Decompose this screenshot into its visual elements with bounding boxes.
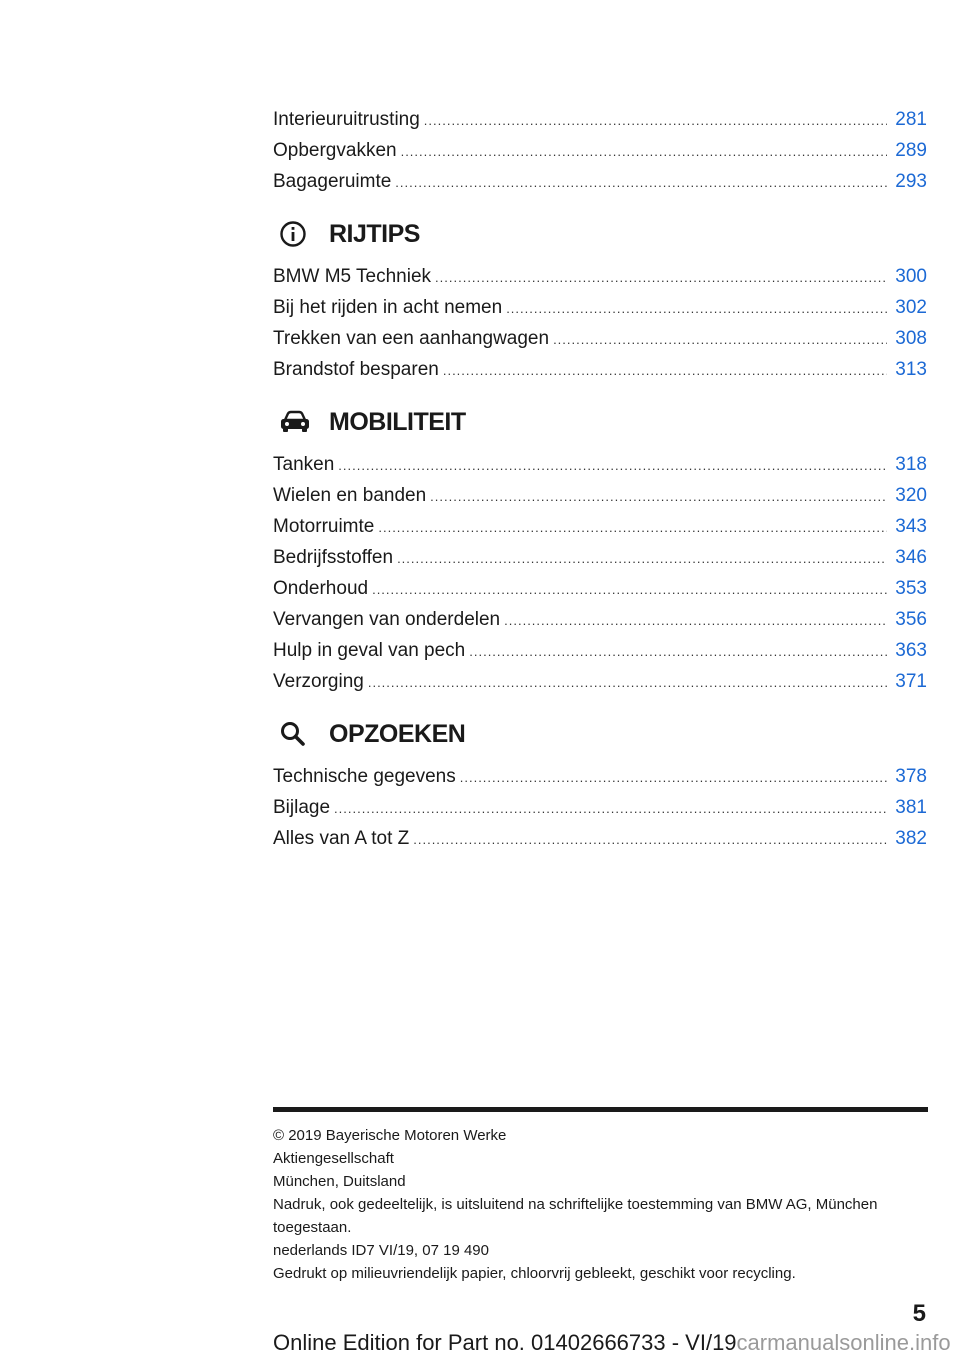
toc-leader-dots xyxy=(397,543,887,574)
toc-entry-label: Vervangen van onderdelen xyxy=(273,609,501,630)
section-title: MOBILITEIT xyxy=(329,407,466,436)
imprint-line: nederlands ID7 VI/19, 07 19 490 xyxy=(273,1242,489,1259)
toc-entry-label: Bagageruimte xyxy=(273,171,392,192)
toc-entry[interactable] xyxy=(273,573,927,604)
toc-entry[interactable] xyxy=(273,511,927,542)
toc-page-link[interactable]: 320 xyxy=(895,485,927,506)
toc-top-group xyxy=(273,104,927,197)
imprint-line: Gedrukt op milieuvriendelijk papier, chloorvrij gebleekt, geschikt voor recycling. xyxy=(273,1265,796,1282)
toc-leader-dots xyxy=(378,512,887,543)
toc-page-link[interactable]: 289 xyxy=(895,140,927,161)
toc-entry-label: Hulp in geval van pech xyxy=(273,640,466,661)
toc-page-link[interactable]: 356 xyxy=(895,609,927,630)
toc-page-link[interactable]: 381 xyxy=(895,797,927,818)
table-of-contents xyxy=(273,104,927,854)
info-icon xyxy=(273,220,319,248)
toc-page-link[interactable]: 302 xyxy=(895,297,927,318)
toc-leader-dots xyxy=(372,574,887,605)
toc-entry[interactable] xyxy=(273,449,927,480)
section-heading-mobiliteit xyxy=(273,399,927,445)
toc-leader-dots xyxy=(460,762,888,793)
imprint-line: Nadruk, ook gedeeltelijk, is uitsluitend na schriftelijke toestemming van BMW AG, München toegestaan. xyxy=(273,1196,878,1236)
toc-page-link[interactable]: 281 xyxy=(895,109,927,130)
toc-entry[interactable] xyxy=(273,635,927,666)
section-entries-rijtips xyxy=(273,261,927,385)
toc-entry-label: BMW M5 Techniek xyxy=(273,266,432,287)
toc-entry[interactable] xyxy=(273,542,927,573)
toc-entry-label: Motorruimte xyxy=(273,516,375,537)
toc-entry-label: Wielen en banden xyxy=(273,485,427,506)
toc-entry[interactable] xyxy=(273,261,927,292)
toc-entry-label: Tanken xyxy=(273,454,335,475)
imprint-divider xyxy=(273,1107,928,1112)
toc-leader-dots xyxy=(395,167,887,198)
section-heading-opzoeken xyxy=(273,711,927,757)
toc-entry[interactable] xyxy=(273,104,927,135)
toc-entry[interactable] xyxy=(273,792,927,823)
toc-entry[interactable] xyxy=(273,666,927,697)
imprint-block xyxy=(273,1124,933,1285)
toc-entry[interactable] xyxy=(273,604,927,635)
toc-page-link[interactable]: 346 xyxy=(895,547,927,568)
toc-page-link[interactable]: 343 xyxy=(895,516,927,537)
toc-leader-dots xyxy=(401,136,888,167)
toc-entry-label: Opbergvakken xyxy=(273,140,397,161)
toc-entry-label: Bedrijfsstoffen xyxy=(273,547,394,568)
toc-entry[interactable] xyxy=(273,761,927,792)
toc-page-link[interactable]: 378 xyxy=(895,766,927,787)
toc-page-link[interactable]: 363 xyxy=(895,640,927,661)
search-icon xyxy=(273,720,319,748)
toc-leader-dots xyxy=(430,481,887,512)
toc-page-link[interactable]: 293 xyxy=(895,171,927,192)
toc-entry-label: Onderhoud xyxy=(273,578,369,599)
toc-page-link[interactable]: 353 xyxy=(895,578,927,599)
toc-page-link[interactable]: 382 xyxy=(895,828,927,849)
toc-leader-dots xyxy=(424,105,888,136)
toc-leader-dots xyxy=(553,324,887,355)
toc-entry-label: Trekken van een aanhangwagen xyxy=(273,328,550,349)
toc-page-link[interactable]: 371 xyxy=(895,671,927,692)
toc-entry-label: Brandstof besparen xyxy=(273,359,439,380)
section-heading-rijtips xyxy=(273,211,927,257)
footer-watermark[interactable]: carmanualsonline.info xyxy=(736,1330,951,1355)
toc-page-link[interactable]: 318 xyxy=(895,454,927,475)
toc-entry-label: Bij het rijden in acht nemen xyxy=(273,297,503,318)
toc-entry[interactable] xyxy=(273,480,927,511)
toc-entry-label: Verzorging xyxy=(273,671,364,692)
toc-leader-dots xyxy=(413,824,887,855)
page-number: 5 xyxy=(912,1300,926,1327)
toc-page-link[interactable]: 313 xyxy=(895,359,927,380)
toc-leader-dots xyxy=(506,293,887,324)
toc-page-link[interactable]: 300 xyxy=(895,266,927,287)
imprint-line: Aktiengesellschaft xyxy=(273,1150,394,1167)
toc-leader-dots xyxy=(443,355,887,386)
imprint-line: München, Duitsland xyxy=(273,1173,406,1190)
imprint-line: © 2019 Bayerische Motoren Werke xyxy=(273,1127,507,1144)
toc-entry-label: Interieuruitrusting xyxy=(273,109,420,130)
toc-entry[interactable] xyxy=(273,323,927,354)
toc-leader-dots xyxy=(469,636,887,667)
section-title: RIJTIPS xyxy=(329,219,420,248)
toc-entry-label: Bijlage xyxy=(273,797,331,818)
toc-entry[interactable] xyxy=(273,823,927,854)
toc-page-link[interactable]: 308 xyxy=(895,328,927,349)
footer-edition-line xyxy=(273,1330,951,1356)
toc-entry-label: Technische gegevens xyxy=(273,766,456,787)
footer-edition: Online Edition for Part no. 01402666733 - VI/19 xyxy=(273,1330,737,1355)
toc-entry-label: Alles van A tot Z xyxy=(273,828,410,849)
section-entries-opzoeken xyxy=(273,761,927,854)
toc-entry[interactable] xyxy=(273,135,927,166)
car-icon xyxy=(273,410,319,434)
toc-leader-dots xyxy=(368,667,887,698)
toc-entry[interactable] xyxy=(273,354,927,385)
toc-leader-dots xyxy=(504,605,887,636)
toc-leader-dots xyxy=(334,793,887,824)
toc-entry[interactable] xyxy=(273,292,927,323)
toc-entry[interactable] xyxy=(273,166,927,197)
section-title: OPZOEKEN xyxy=(329,719,466,748)
toc-leader-dots xyxy=(338,450,887,481)
section-entries-mobiliteit xyxy=(273,449,927,697)
toc-leader-dots xyxy=(435,262,887,293)
